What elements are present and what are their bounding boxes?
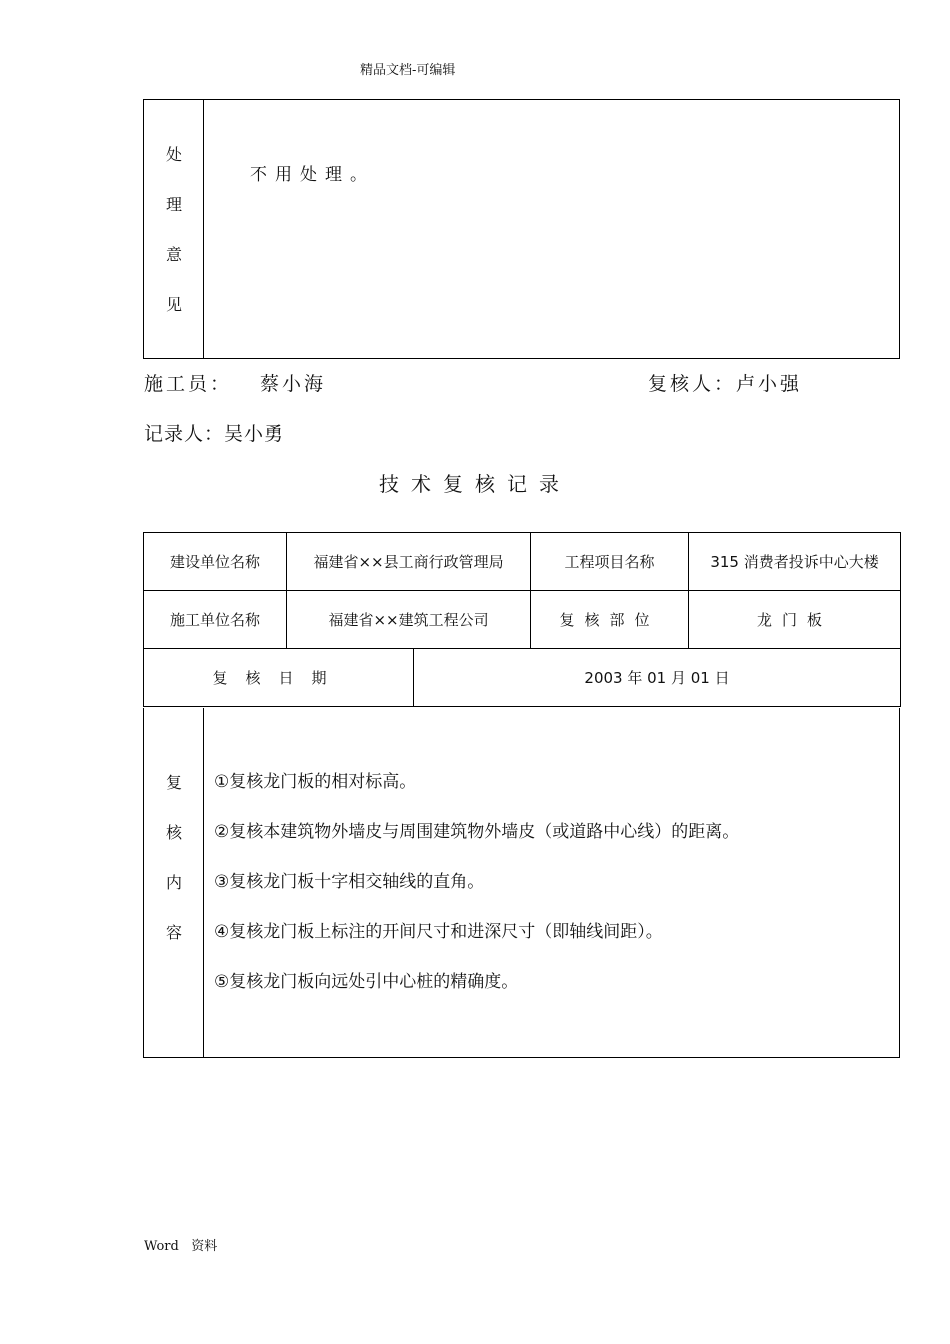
project-name-label: 工程项目名称 xyxy=(531,533,689,591)
table-row xyxy=(144,533,901,591)
builder-unit-label: 施工单位名称 xyxy=(144,591,287,649)
worker-name: 蔡小海 xyxy=(260,373,327,395)
content-item: ⑤复核龙门板向远处引中心桩的精确度。 xyxy=(214,972,519,992)
worker-label: 施工员： xyxy=(144,373,233,395)
review-content-box xyxy=(143,708,900,1058)
table-row xyxy=(144,649,901,707)
content-label-char: 复 xyxy=(165,773,182,792)
construction-unit-label: 建设单位名称 xyxy=(144,533,287,591)
table-row xyxy=(144,591,901,649)
header-note: 精品文档-可编辑 xyxy=(360,63,456,78)
review-date-value: 2003 年 01 月 01 日 xyxy=(414,649,901,707)
recorder-signature: 记录人：吴小勇 xyxy=(144,423,285,445)
opinion-text: 不用处理。 xyxy=(250,165,375,185)
builder-unit-value: 福建省××建筑工程公司 xyxy=(287,591,531,649)
content-item: ④复核龙门板上标注的开间尺寸和进深尺寸（即轴线间距）。 xyxy=(214,922,663,942)
footer-note: Word 资料 xyxy=(144,1239,218,1254)
review-date-label: 复核日期 xyxy=(144,649,414,707)
review-part-label: 复核部位 xyxy=(531,591,689,649)
content-label-char: 容 xyxy=(165,923,182,942)
review-part-value: 龙门板 xyxy=(689,591,901,649)
opinion-box xyxy=(143,99,900,359)
opinion-label-char: 理 xyxy=(165,195,182,214)
content-item: ①复核龙门板的相对标高。 xyxy=(214,772,417,792)
content-item: ②复核本建筑物外墙皮与周围建筑物外墙皮（或道路中心线）的距离。 xyxy=(214,822,740,842)
opinion-label-char: 见 xyxy=(165,295,182,314)
construction-unit-value: 福建省××县工商行政管理局 xyxy=(287,533,531,591)
opinion-label-char: 处 xyxy=(165,145,182,164)
content-item: ③复核龙门板十字相交轴线的直角。 xyxy=(214,872,485,892)
record-table xyxy=(143,532,901,707)
content-label-char: 核 xyxy=(165,823,182,842)
project-name-value: 315 消费者投诉中心大楼 xyxy=(689,533,901,591)
reviewer-signature: 复核人：卢小强 xyxy=(648,373,803,395)
content-label-char: 内 xyxy=(165,873,182,892)
record-title: 技术复核记录 xyxy=(379,472,571,496)
opinion-divider xyxy=(203,100,204,358)
opinion-label-char: 意 xyxy=(165,245,182,264)
